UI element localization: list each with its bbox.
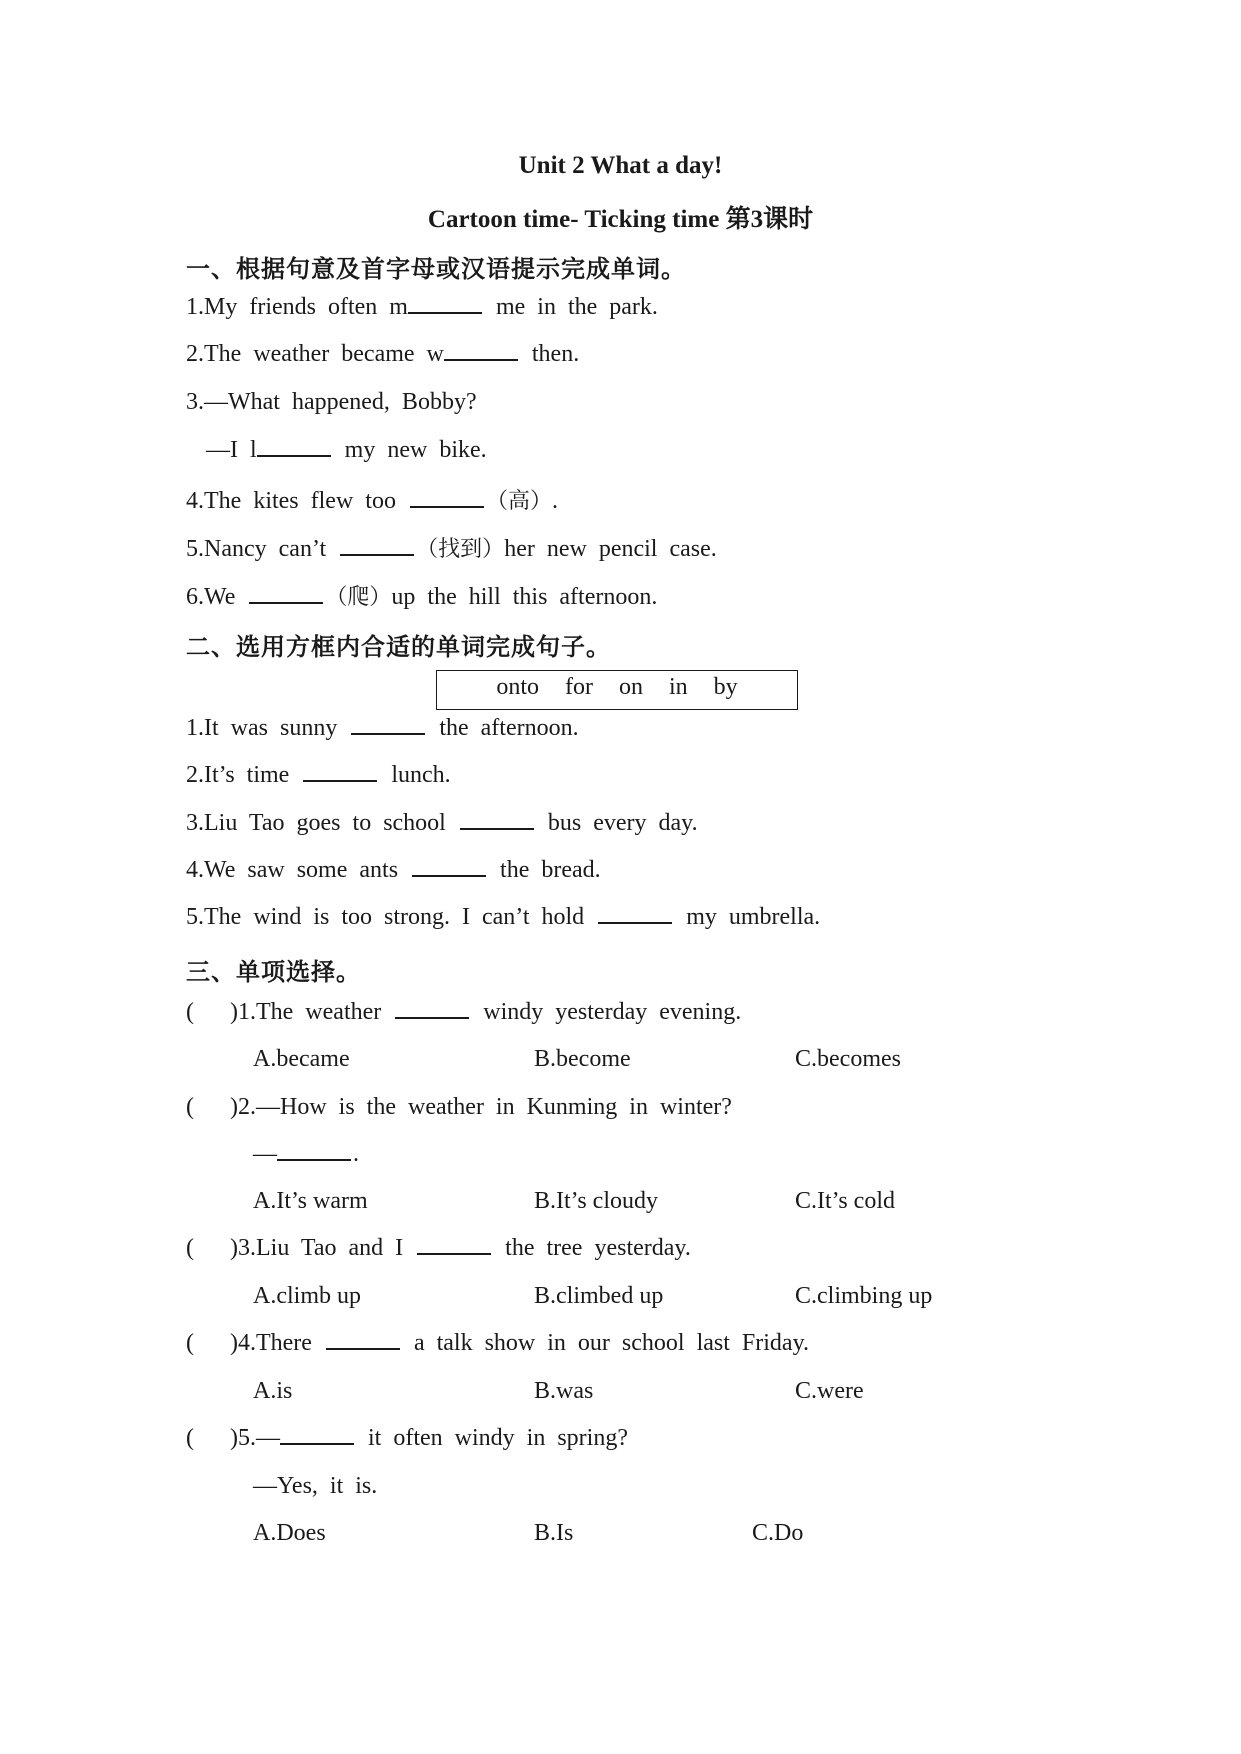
s2-question-2 [186, 762, 451, 789]
s1-q1-text-a: 1.My friends often m [186, 294, 408, 320]
s3-q2-option-b[interactable]: B.It’s cloudy [534, 1188, 658, 1214]
s1-question-3: 3.—What happened, Bobby? [186, 389, 477, 415]
s1-q3-ans-text-a: —I l [206, 437, 257, 463]
section1-heading: 一、根据句意及首字母或汉语提示完成单词。 [186, 255, 686, 283]
s3-q4-blank [326, 1330, 400, 1350]
s3-q2-end: . [353, 1141, 359, 1167]
page-title: Unit 2 What a day! [518, 152, 723, 179]
s2-question-1 [186, 715, 579, 742]
s3-q5-option-b[interactable]: B.Is [534, 1520, 574, 1546]
s3-q2-paren[interactable]: ( [186, 1094, 194, 1120]
s3-q1-text-b: windy yesterday evening. [483, 999, 742, 1025]
s3-q4-paren[interactable]: ( [186, 1330, 194, 1356]
s2-q3-blank[interactable] [460, 810, 534, 830]
s2-question-4 [186, 857, 601, 884]
s3-question-5 [230, 1425, 628, 1452]
s1-q6-text-a: 6.We [186, 584, 236, 610]
s3-q3-blank [417, 1235, 491, 1255]
s3-q3-text-a: )3.Liu Tao and I [230, 1235, 404, 1261]
s3-question-1 [230, 999, 741, 1026]
page-subtitle: Cartoon time- Ticking time 第3课时 [427, 206, 814, 233]
s1-q6-hint: （爬） [325, 585, 392, 610]
s3-q5-text-a: )5.— [230, 1425, 280, 1451]
s3-question-2-answer [253, 1141, 359, 1168]
s3-question-2: )2.—How is the weather in Kunming in winter? [230, 1094, 732, 1120]
s3-question-4 [230, 1330, 809, 1357]
s1-q5-blank[interactable] [340, 536, 414, 556]
s1-q4-blank[interactable] [410, 488, 484, 508]
s2-q3-text-b: bus every day. [547, 810, 698, 836]
word-bank-box: onto for on in by [436, 670, 798, 710]
s2-q5-blank[interactable] [598, 904, 672, 924]
s2-question-5 [186, 904, 820, 931]
s3-q5-option-a[interactable]: A.Does [253, 1520, 326, 1546]
s2-question-3 [186, 810, 698, 837]
s2-q2-text-b: lunch. [391, 762, 451, 788]
section2-heading: 二、选用方框内合适的单词完成句子。 [186, 633, 611, 661]
s2-q3-text-a: 3.Liu Tao goes to school [186, 810, 446, 836]
s3-q1-option-a[interactable]: A.became [253, 1046, 350, 1072]
s2-q5-text-a: 5.The wind is too strong. I can’t hold [186, 904, 585, 930]
s1-question-6 [186, 580, 657, 611]
s1-q5-hint: （找到） [416, 537, 505, 562]
s1-q6-text-b: up the hill this afternoon. [391, 584, 658, 610]
s3-q1-blank [395, 999, 469, 1019]
s2-q2-blank[interactable] [303, 762, 377, 782]
s1-q4-hint: （高） [485, 489, 552, 514]
s1-q5-text-a: 5.Nancy can’t [186, 536, 327, 562]
s1-q1-blank[interactable] [408, 294, 482, 314]
s2-q1-text-a: 1.It was sunny [186, 715, 338, 741]
s3-q2-option-c[interactable]: C.It’s cold [795, 1188, 895, 1214]
s1-question-5 [186, 532, 717, 563]
s3-question-3 [230, 1235, 691, 1262]
s1-q5-text-b: her new pencil case. [504, 536, 717, 562]
s3-q5-option-c[interactable]: C.Do [752, 1520, 804, 1546]
s3-q1-text-a: )1.The weather [230, 999, 382, 1025]
s1-question-1 [186, 294, 658, 321]
s1-q2-text-b: then. [531, 341, 580, 367]
s3-q1-paren[interactable]: ( [186, 999, 194, 1025]
s3-q1-option-b[interactable]: B.become [534, 1046, 631, 1072]
s3-q2-blank [277, 1141, 351, 1161]
s2-q1-text-b: the afternoon. [439, 715, 579, 741]
s2-q4-text-b: the bread. [500, 857, 601, 883]
s1-q2-blank[interactable] [444, 341, 518, 361]
s3-q3-option-a[interactable]: A.climb up [253, 1283, 361, 1309]
s2-q4-blank[interactable] [412, 857, 486, 877]
s3-q2-option-a[interactable]: A.It’s warm [253, 1188, 368, 1214]
s1-q2-text-a: 2.The weather became w [186, 341, 444, 367]
s3-q4-text-a: )4.There [230, 1330, 312, 1356]
s3-q4-option-c[interactable]: C.were [795, 1378, 864, 1404]
s1-q4-text-b: . [551, 488, 558, 514]
s1-q4-text-a: 4.The kites flew too [186, 488, 396, 514]
s3-q3-paren[interactable]: ( [186, 1235, 194, 1261]
s2-q4-text-a: 4.We saw some ants [186, 857, 399, 883]
s1-q3-ans-text-b: my new bike. [344, 437, 487, 463]
s2-q2-text-a: 2.It’s time [186, 762, 290, 788]
s3-q2-dash: — [253, 1141, 277, 1167]
s1-q3-blank[interactable] [257, 437, 331, 457]
s3-q3-option-b[interactable]: B.climbed up [534, 1283, 664, 1309]
s3-q5-paren[interactable]: ( [186, 1425, 194, 1451]
s2-q1-blank[interactable] [351, 715, 425, 735]
s1-q1-text-b: me in the park. [495, 294, 658, 320]
section3-heading: 三、单项选择。 [186, 958, 361, 986]
s3-q4-option-a[interactable]: A.is [253, 1378, 293, 1404]
s3-q5-blank [280, 1425, 354, 1445]
s3-q3-option-c[interactable]: C.climbing up [795, 1283, 933, 1309]
s1-question-3-answer [206, 437, 487, 464]
s1-q6-blank[interactable] [249, 584, 323, 604]
s1-question-4 [186, 484, 558, 515]
s3-q4-text-b: a talk show in our school last Friday. [413, 1330, 810, 1356]
s3-question-5-answer: —Yes, it is. [253, 1473, 378, 1499]
s3-q1-option-c[interactable]: C.becomes [795, 1046, 901, 1072]
s3-q4-option-b[interactable]: B.was [534, 1378, 594, 1404]
s1-question-2 [186, 341, 579, 368]
s3-q5-text-b: it often windy in spring? [368, 1425, 628, 1451]
s2-q5-text-b: my umbrella. [686, 904, 821, 930]
s3-q3-text-b: the tree yesterday. [505, 1235, 691, 1261]
